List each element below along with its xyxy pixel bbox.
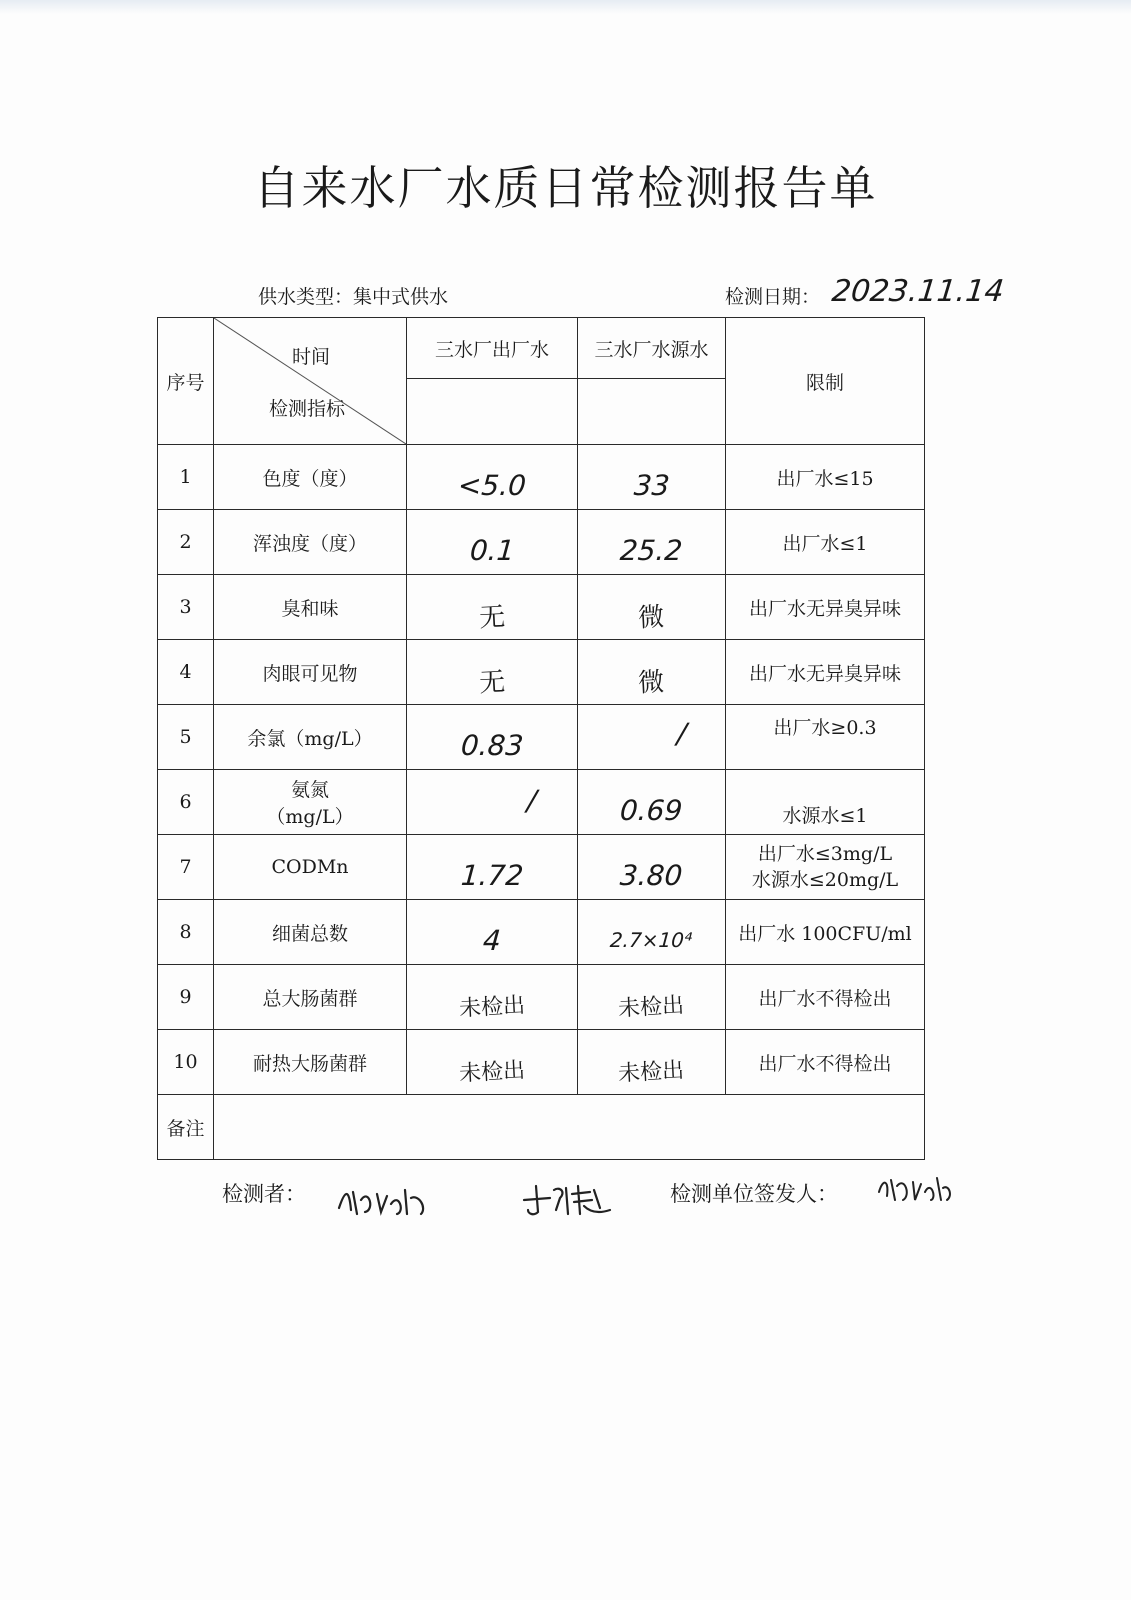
- col-a-header: 三水厂出厂水: [407, 318, 578, 379]
- row-value-a: /: [407, 770, 578, 835]
- row-seq: 10: [158, 1030, 214, 1095]
- row-value-a: 0.83: [407, 705, 578, 770]
- row-limit: 出厂水无异臭异味: [726, 575, 925, 640]
- row-seq: 7: [158, 835, 214, 900]
- row-item: CODMn: [214, 835, 407, 900]
- remark-label: 备注: [158, 1095, 214, 1160]
- row-value-a: 0.1: [407, 510, 578, 575]
- seq-header: 序号: [158, 318, 214, 445]
- col-a-subheader: [407, 379, 578, 445]
- table-row: [158, 770, 925, 835]
- row-value-b: 未检出: [578, 1030, 726, 1095]
- row-seq: 4: [158, 640, 214, 705]
- row-item: 细菌总数: [214, 900, 407, 965]
- row-seq: 5: [158, 705, 214, 770]
- diagonal-header-cell: [214, 318, 407, 445]
- row-value-a: 未检出: [407, 1030, 578, 1095]
- row-value-a: <5.0: [407, 445, 578, 510]
- row-limit: [726, 835, 925, 900]
- row-seq: 8: [158, 900, 214, 965]
- row-item: [214, 770, 407, 835]
- remark-row: [158, 1095, 925, 1160]
- row-limit: 出厂水≤15: [726, 445, 925, 510]
- remark-content: [214, 1095, 925, 1160]
- row-item: 肉眼可见物: [214, 640, 407, 705]
- diagonal-line: [214, 318, 406, 444]
- report-title: 自来水厂水质日常检测报告单: [253, 161, 878, 215]
- time-header: 时间: [292, 346, 331, 368]
- row-seq: 1: [158, 445, 214, 510]
- row-limit: 出厂水不得检出: [726, 1030, 925, 1095]
- row-seq: 9: [158, 965, 214, 1030]
- date-label: 检测日期：: [725, 286, 821, 308]
- row-item: 色度（度）: [214, 445, 407, 510]
- row-item: 臭和味: [214, 575, 407, 640]
- row-item: 浑浊度（度）: [214, 510, 407, 575]
- row-limit-line2: 水源水≤20mg/L: [751, 869, 899, 891]
- row-value-b: 2.7×10⁴: [578, 900, 726, 965]
- row-value-b: 3.80: [578, 835, 726, 900]
- row-value-b: 微: [578, 640, 726, 705]
- table-row: [158, 965, 925, 1030]
- row-value-a: 4: [407, 900, 578, 965]
- row-limit: 出厂水无异臭异味: [726, 640, 925, 705]
- row-value-b: /: [578, 705, 726, 770]
- table-row: [158, 510, 925, 575]
- tester-label: 检测者：: [222, 1182, 306, 1206]
- limit-header: 限制: [726, 318, 925, 445]
- row-value-b: 25.2: [578, 510, 726, 575]
- row-value-a: 无: [407, 575, 578, 640]
- table-row: [158, 1030, 925, 1095]
- row-value-b: 微: [578, 575, 726, 640]
- row-item-line1: 氨氮: [290, 779, 329, 801]
- row-value-b: 未检出: [578, 965, 726, 1030]
- row-value-a: 1.72: [407, 835, 578, 900]
- row-limit: 出厂水 100CFU/ml: [726, 900, 925, 965]
- table-row: [158, 640, 925, 705]
- row-item: 耐热大肠菌群: [214, 1030, 407, 1095]
- row-seq: 3: [158, 575, 214, 640]
- index-header: 检测指标: [269, 398, 346, 420]
- tester-signature-1: [335, 1180, 435, 1220]
- date-value: 2023.11.14: [830, 274, 1006, 309]
- signer-signature: [875, 1170, 955, 1206]
- row-seq: 2: [158, 510, 214, 575]
- table-row: [158, 900, 925, 965]
- row-limit: 出厂水≥0.3: [726, 705, 925, 770]
- row-limit: 出厂水不得检出: [726, 965, 925, 1030]
- row-value-a: 未检出: [407, 965, 578, 1030]
- signer-label: 检测单位签发人：: [670, 1182, 838, 1206]
- report-table: [157, 317, 925, 1160]
- table-row: [158, 445, 925, 510]
- col-b-header: 三水厂水源水: [578, 318, 726, 379]
- row-item-line2: （mg/L）: [266, 806, 354, 828]
- table-row: [158, 575, 925, 640]
- row-limit: 出厂水≤1: [726, 510, 925, 575]
- row-limit: 水源水≤1: [726, 770, 925, 835]
- col-b-subheader: [578, 379, 726, 445]
- table-row: [158, 705, 925, 770]
- row-value-b: 0.69: [578, 770, 726, 835]
- row-seq: 6: [158, 770, 214, 835]
- row-limit-line1: 出厂水≤3mg/L: [757, 843, 893, 865]
- supply-type: 供水类型：集中式供水: [258, 286, 449, 308]
- table-row: [158, 835, 925, 900]
- scan-edge: [0, 0, 1131, 14]
- row-item: 余氯（mg/L）: [214, 705, 407, 770]
- row-value-b: 33: [578, 445, 726, 510]
- row-item: 总大肠菌群: [214, 965, 407, 1030]
- tester-signature-2: [520, 1180, 620, 1220]
- row-value-a: 无: [407, 640, 578, 705]
